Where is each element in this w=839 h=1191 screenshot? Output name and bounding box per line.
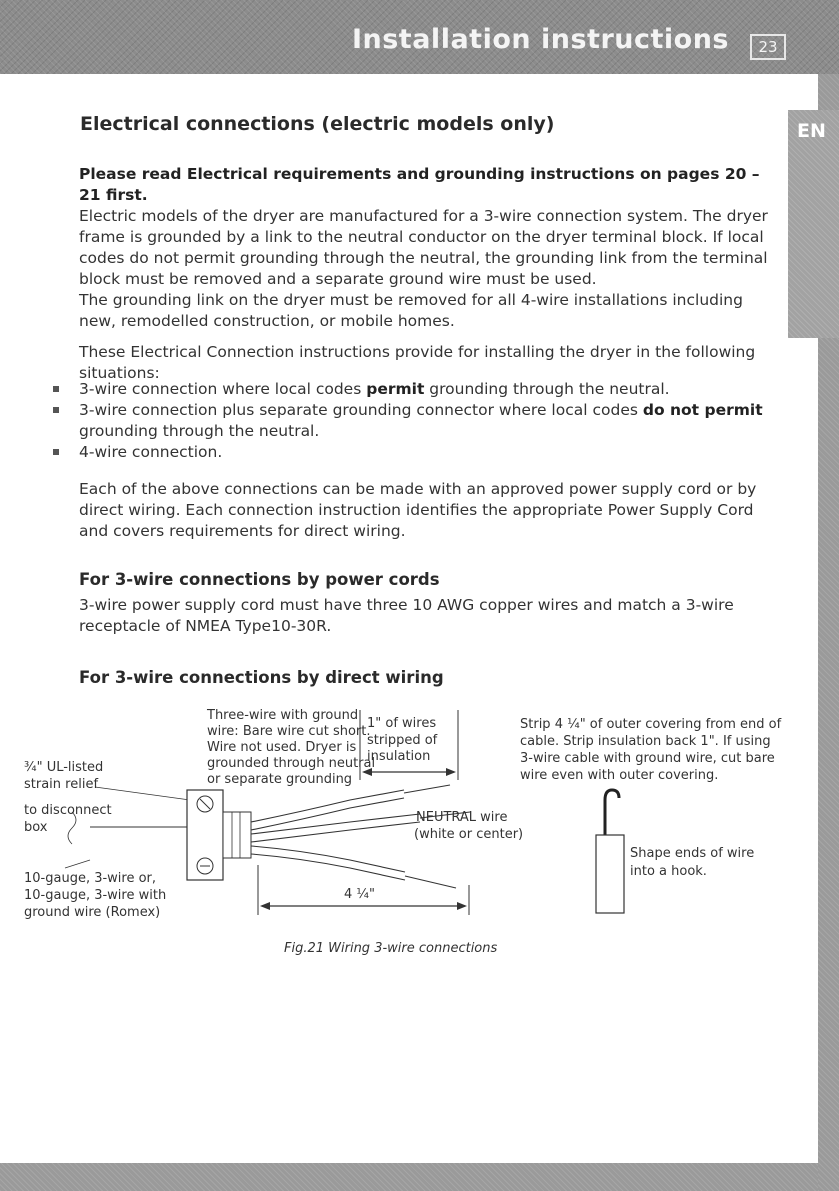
situations-closing: Each of the above connections can be made with an approved power supply cord or by direct wiring. Each connection instruction identifies the appropriate Power Supply Cord and covers requirements for direct wiring. — [79, 479, 757, 540]
list-item-text: grounding through the neutral. — [424, 380, 670, 398]
section-heading: Electrical connections (electric models only) — [80, 113, 555, 135]
strip-note-line: wire even with outer covering. — [520, 768, 719, 783]
wire-bottom-outline — [251, 846, 405, 872]
disconnect-label-line: box — [24, 820, 48, 835]
ground-wire-label-line: Wire not used. Dryer is — [207, 740, 357, 755]
bullet-icon — [53, 386, 59, 392]
strain-relief-leader — [95, 787, 190, 800]
situations-list — [79, 379, 779, 557]
list-item-text: grounding through the neutral. — [79, 422, 320, 440]
strip-note-line: Strip 4 ¼" of outer covering from end of — [520, 717, 782, 732]
wiring-diagram — [0, 700, 839, 960]
intro-paragraph-1: Electric models of the dryer are manufactured for a 3-wire connection system. The dryer frame is grounded by a link to the neutral conductor on the dryer terminal block. If local codes do not permit grounding through the neutral, the grounding link from the terminal block must be removed and a separate ground wire must be used. — [79, 207, 768, 288]
arrow-left-icon — [260, 902, 270, 910]
strain-relief-label-line: strain relief — [24, 777, 99, 792]
footer-band — [0, 1163, 818, 1191]
list-item-text: 3-wire connection plus separate grounding connector where local codes — [79, 401, 643, 419]
strip-note-line: 3-wire cable with ground wire, cut bare — [520, 751, 775, 766]
bullet-icon — [53, 407, 59, 413]
figure-caption: Fig.21 Wiring 3-wire connections — [284, 941, 498, 956]
list-item — [79, 442, 779, 463]
strip-note-line: cable. Strip insulation back 1". If using — [520, 734, 771, 749]
ground-wire-label-line: wire: Bare wire cut short. — [207, 724, 371, 739]
list-item-emphasis: permit — [366, 380, 425, 398]
stripped-label-line: 1" of wires — [367, 716, 437, 731]
gauge-label-line: ground wire (Romex) — [24, 905, 161, 920]
wire-top-core — [404, 785, 450, 793]
gauge-label-line: 10-gauge, 3-wire with — [24, 888, 167, 903]
ground-wire-label-line: grounded through neutral — [207, 756, 376, 771]
wire-hook-icon — [605, 790, 619, 835]
list-item-emphasis: do not permit — [642, 401, 763, 419]
intro-paragraph-2: The grounding link on the dryer must be removed for all 4-wire installations including new, remodelled construction, or mobile homes. — [79, 291, 743, 330]
bullet-icon — [53, 449, 59, 455]
language-tab-label: EN — [797, 120, 826, 142]
direct-wiring-heading: For 3-wire connections by direct wiring — [79, 668, 444, 687]
stripped-label-line: stripped of — [367, 733, 438, 748]
list-item — [79, 400, 779, 442]
gauge-label-line: 10-gauge, 3-wire or, — [24, 871, 157, 886]
intro-lead: Please read Electrical requirements and grounding instructions on pages 20 – 21 first. — [79, 165, 760, 204]
ground-wire-label-line: Three-wire with ground — [207, 708, 359, 723]
disconnect-label-line: to disconnect — [24, 803, 112, 818]
page-number: 23 — [750, 34, 786, 60]
stripped-label-line: insulation — [367, 749, 431, 764]
arrow-right-icon — [446, 768, 456, 776]
situations-lead: These Electrical Connection instructions provide for installing the dryer in the following situations: — [79, 343, 756, 382]
list-item-text: 4-wire connection. — [79, 443, 223, 461]
page-title: Installation instructions — [351, 24, 729, 55]
strain-relief-label-line: ¾" UL-listed — [24, 760, 104, 775]
neutral-label-line: (white or center) — [414, 827, 524, 842]
wire-bottom-core — [405, 876, 456, 888]
list-item-text: 3-wire connection where local codes — [79, 380, 367, 398]
language-tab[interactable] — [788, 110, 839, 338]
gauge-leader — [65, 860, 90, 868]
intro-block — [79, 164, 779, 332]
power-cords-text: 3-wire power supply cord must have three 10 AWG copper wires and match a 3-wire receptacle of NMEA Type10-30R. — [79, 596, 734, 635]
list-item — [79, 379, 779, 400]
arrow-right-icon — [457, 902, 467, 910]
ground-wire-label-line: or separate grounding — [207, 772, 353, 787]
cable-sheath — [223, 812, 251, 858]
hook-note-line: Shape ends of wire — [630, 846, 755, 861]
wire-top-outline — [251, 790, 404, 822]
length-label: 4 ¼" — [344, 887, 375, 902]
wire-sleeve — [596, 835, 624, 913]
power-cords-heading: For 3-wire connections by power cords — [79, 570, 440, 589]
hook-note-line: into a hook. — [630, 864, 707, 879]
neutral-label-line: NEUTRAL wire — [416, 810, 508, 825]
